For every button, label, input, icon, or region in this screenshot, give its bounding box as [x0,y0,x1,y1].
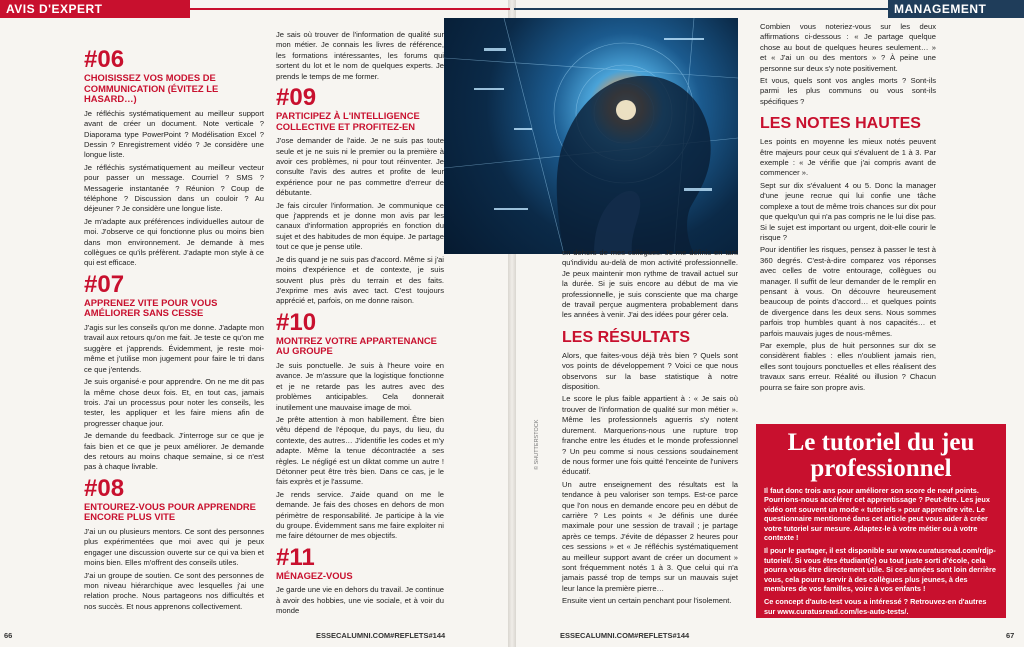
box-paragraph: Il pour le partager, il est disponible sur www.curatusread.com/rdjp-tutoriel/. Si vous êtes étudiant(e) ou tout juste sorti d'école, cela pourra vous être directement utile. Si ces années sont loin derrière vous, cela pourra servir à des collègues plus jeunes, à des membres de vos familles, voire à vos enfants ! [764,546,996,594]
paragraph: Et vous, quels sont vos angles morts ? Sont-ils parmi les plus communs ou vous sont-ils spécifiques ? [760,76,936,106]
paragraph: Je suis ponctuelle. Je suis à l'heure voire en avance. Je m'assure que la logistique fonctionne et je ne retarde pas les autres avec des problèmes anticipables. Cela donnerait inutilement une mauvaise image de moi. [276,360,444,412]
section-title: LES NOTES HAUTES [760,115,921,133]
paragraph: J'ai un ou plusieurs mentors. Ce sont des personnes plus expérimentées que moi avec qui je peux engager une discussion ouverte sur ce qui va bien et moins bien. Elles m'offrent des conseils utiles. [84,526,264,568]
section-title: LES RÉSULTATS [562,328,690,346]
paragraph: Je m'adapte aux préférences individuelles autour de moi. J'observe ce qui fonctionne plus ou moins bien dans mon environnement. Je demande à mes collègues ce qu'ils préfèrent. J'adapte mon style à ce qui est efficace. [84,216,264,268]
paragraph: J'agis sur les conseils qu'on me donne. J'adapte mon travail aux retours qu'on me fait. Je teste ce qu'on me suggère et j'apprends. Évidemment, je reste moi-même et j'utilise mon jugement pour faire le tri dans ce que j'entends. [84,323,264,374]
section-title: APPRENEZ VITE POUR VOUS AMÉLIORER SANS CESSE [84,296,218,319]
paragraph: en dehors de mes collègues. Je me définis en tant qu'individu au-delà de mon activité professionnelle. Je peux maintenir mon rythme de travail actuel sur la durée. Si je suis encore au début de ma vie professionnelle, je suis consciente que ma charge de travail perçue augmentera probablement dans les années à venir. J'ai des idées pour gérer cela. [562,248,738,320]
column-4 [760,22,936,395]
page-number-left: 66 [4,631,13,640]
box-paragraph: Il faut donc trois ans pour améliorer son score de neuf points. Pourrions-nous accélérer cet apprentissage ? Peut-être. Les jeux vidéo ont souvent un mode « tutoriels » pour apprendre vite. Le questionnaire mentionné dans cet article peut vous aider à créer votre tutoriel sur mesure. Adaptez-le à votre métier ou à votre contexte ! [764,486,990,543]
page-number-right: 67 [1006,631,1015,640]
paragraph: Alors, que faites-vous déjà très bien ? Quels sont vos points de développement ? Voici ce que nous observons sur la base statistique à notre disposition. [562,350,738,392]
ai-head-illustration [444,18,738,254]
header-rule-right [514,8,888,10]
paragraph: Je garde une vie en dehors du travail. Je continue à avoir des hobbies, une vie sociale, et à voir du monde [276,585,445,616]
header-rule-left [190,8,510,10]
footer-site-right: ESSECALUMNI.COM#REFLETS#144 [560,631,690,640]
box-title: Le tutoriel du jeu professionnel [787,429,975,482]
paragraph: Je sais où trouver de l'information de qualité sur mon métier. Je connais les livres de référence, les formations intéressantes, les forums qui sortent du lot et le nom de quelques experts. Je prends le temps de me former. [276,30,444,81]
paragraph: Par exemple, plus de huit personnes sur dix se considèrent fiables : elles n'oublient jamais rien, elles sont toujours ponctuelles et elles réalisent des travaux sans erreur. Réalité ou illusion ? Chacun pourra se faire son propre avis. [760,340,936,392]
section-title: PARTICIPEZ À L'INTELLIGENCE COLLECTIVE ET PROFITEZ-EN [276,110,420,132]
paragraph: Sept sur dix s'évaluent 4 ou 5. Donc la manager d'une jeune recrue qui lui confie une tâche complexe a tout de même trois chances sur dix pour que quelqu'un qui n'a pas compris ne le lui dise pas. Si le sujet est important ou urgent, doit-elle courir le risque ? [760,180,937,242]
column-2 [276,30,444,619]
paragraph: J'ai un groupe de soutien. Ce sont des personnes de mon niveau hiérarchique avec lesquelles j'ai une relation proche. Nous partageons nos difficultés et nos succès. Et nous apprenons collectivement. [84,570,264,611]
paragraph: Le score le plus faible appartient à : « Je sais où trouver de l'information de qualité sur mon métier ». Même les professionnels aguerris s'y notent durement. Marquerions-nous une rupture trop franche entre les études et le monde professionnel ? Un peu comme si nous cessions soudainement de nous former une fois quitté l'enceinte de l'univers éducatif. [562,394,738,477]
hero-photo [444,18,738,254]
section-number: #06 [84,46,125,73]
footer-site-left: ESSECALUMNI.COM#REFLETS#144 [316,631,446,640]
section-number: #08 [84,474,125,502]
paragraph: Combien vous noteriez-vous sur les deux affirmations ci-dessous : « Je partage quelque chose au bout de quelques heures seulement… » et « J'ai un ou des mentors » ? À peine une personne sur deux s'y note positivement. [760,22,936,73]
paragraph: Un autre enseignement des résultats est la tendance à peu valoriser son temps. Est-ce parce que l'on nous en demande encore peu en début de carrière ? Les points « Je définis une durée maximale pour une session de travail ; je partage après ce temps. J'évite de dépasser 2 heures pour ces sessions » et « Je réfléchis systématiquement au meilleur support avant de créer un document » sont fréquemment notés 1 à 3. Que celui qui n'a jamais passé trop de temps sur un mauvais sujet leur lance la première pierre… [562,479,738,593]
paragraph: Je prête attention à mon habillement. Être bien vêtu dépend de l'époque, du pays, du lieu, du contexte, des autres… J'identifie les codes et m'y adapte. Même la tenue décontractée a ses règles. Le négligé est un diktat comme un autre ! Détonner peut être très bien. Dans ce cas, je le fais exprès et je l'assume. [276,414,444,487]
tutorial-box [756,424,1006,618]
box-paragraph: Ce concept d'auto-test vous a intéressé ? Retrouvez-en d'autres sur www.curatusread.com/les-auto-tests/. [764,597,987,616]
paragraph: Pour identifier les risques, pensez à passer le test à 360 degrés. C'est-à-dire comparez vos réponses avec celles de votre entourage, collègues ou manager. Il suffit de leur demander de le remplir en pensant à vous. On découvre heureusement beaucoup de points d'accord… et quelques points de divergence dans les deux sens. Nous sommes parfois trop humbles quant à nos capacités… et parfois mauvais juges de nous-mêmes. [760,245,936,338]
column-3 [562,248,738,609]
section-header-right [888,0,1024,18]
paragraph: J'ose demander de l'aide. Je ne suis pas toute seule et je ne suis ni le premier ou la première à avoir ces problèmes, ni pour tout réinventer. Je consulte l'avis des autres et profite de leur expérience pour ne pas commettre d'erreur de débutante. [276,136,444,198]
section-number: #10 [276,308,317,336]
section-number: #11 [276,543,315,571]
section-title: CHOISISSEZ VOS MODES DE COMMUNICATION (ÉVITEZ LE HASARD…) [84,72,219,105]
paragraph: Je demande du feedback. J'interroge sur ce que je fais bien et ce que je peux améliorer. Je demande des retours au moins chaque semaine, si ce n'est pas à chaque livrable. [84,431,264,472]
paragraph: Je suis organisé·e pour apprendre. On ne me dit pas la même chose deux fois. Et, en tout cas, jamais trois. J'ai un processus pour noter les conseils, les tester, les appliquer et les faire miens afin de progresser chaque jour. [84,377,264,428]
section-number: #07 [84,270,125,298]
photo-credit: © SHUTTERSTOCK [534,419,540,470]
paragraph: Ensuite vient un certain penchant pour l'isolement. [562,596,732,606]
section-title: ENTOUREZ-VOUS POUR APPRENDRE ENCORE PLUS VITE [84,500,256,523]
section-title: MONTREZ VOTRE APPARTENANCE AU GROUPE [276,334,437,357]
section-title: MÉNAGEZ-VOUS [276,569,353,581]
paragraph: Les points en moyenne les mieux notés peuvent être majeurs pour ceux qui s'évaluent de 1 à 3. Par exemple : « Je vérifie que j'ai compris avant de commencer ». [760,137,936,178]
paragraph: Je dis quand je ne suis pas d'accord. Même si j'ai moins d'expérience et de contexte, je suis souvent plus près du terrain et des faits. J'exprime mes avis avec tact. C'est toujours apprécié et, parfois, on me donne raison. [276,254,444,306]
paragraph: Je réfléchis systématiquement au meilleur support avant de créer un document. Note verticale ? Diaporama type PowerPoint ? Modélisation Excel ? Dessin ? Enregistrement vidéo ? Je considère une longue liste. [84,108,264,160]
column-1 [84,44,264,614]
section-label-left: AVIS D'EXPERT [6,2,103,16]
paragraph: Je fais circuler l'information. Je communique ce que j'apprends et je donne mon avis par les canaux d'information appropriés en fonction du sujet et des habitudes de mon équipe. Je partage tout ce que je pense utile. [276,200,444,252]
paragraph: Je réfléchis systématiquement au meilleur vecteur pour passer un message. Courriel ? SMS ? Messagerie instantanée ? Réunion ? Coup de téléphone ? Discussion dans un couloir ? Au déjeuner ? Je considère une longue liste. [84,162,264,214]
section-number: #09 [276,84,317,112]
section-label-right: MANAGEMENT [894,2,987,16]
paragraph: Je rends service. J'aide quand on me le demande. Je fais des choses en dehors de mon périmètre de responsabilité. Je participe à la vie du groupe. Évidemment sans me faire exploiter ni me faire détourner de mes objectifs. [276,489,444,541]
section-header-left [0,0,190,18]
